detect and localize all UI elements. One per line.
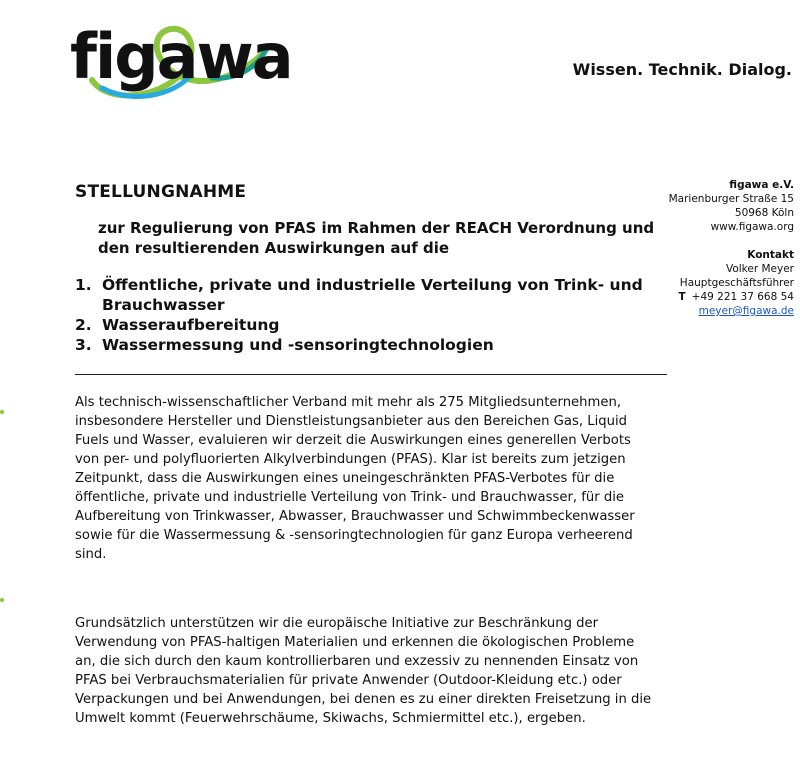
tagline: Wissen. Technik. Dialog. (572, 60, 792, 79)
topic-number: 2. (75, 316, 92, 334)
org-website[interactable]: www.figawa.org (710, 221, 794, 233)
figawa-logo (62, 18, 292, 100)
contact-name: Volker Meyer (725, 263, 794, 275)
topic-number: 1. (75, 276, 92, 294)
org-name: figawa e.V. (729, 179, 794, 191)
body-paragraph: Als technisch-wissenschaftlicher Verband mit mehr als 275 Mitgliedsunternehmen, insbesondere Hersteller und Dienstleistungsanbieter aus den Bereichen Gas, Liquid Fuels und Wasser, evaluieren wir derzeit die Auswirkungen eines generellen Verbots von per- und polyfluorierten Alkylverbindungen (PFAS). Klar ist bereits zum jetzigen Zeitpunkt, dass die Auswirkungen eines uneingeschränkten PFAS-Verbotes für die öffentliche, private und industrielle Verteilung von Trink- und Brauchwasser, für die Aufbereitung von Trinkwasser, Abwasser, Brauchwasser und Schwimmbeckenwasser sowie für die Wassermessung & -sensoringtechnologien für ganz Europa verheerend sind. (75, 395, 635, 562)
topic-list (75, 275, 665, 355)
topic-item (75, 275, 665, 315)
logo-wordmark: figawa (70, 20, 292, 93)
contact-label: Kontakt (747, 249, 794, 261)
contact-phone: +49 221 37 668 54 (691, 291, 794, 303)
document-subtitle: zur Regulierung von PFAS im Rahmen der REACH Verordnung und den resultierenden Auswirkungen auf die (98, 219, 655, 257)
document-title: STELLUNGNAHME (75, 182, 247, 202)
contact-role: Hauptgeschäftsführer (679, 277, 794, 289)
topic-number: 3. (75, 336, 92, 354)
divider (75, 374, 667, 375)
topic-text: Öffentliche, private und industrielle Verteilung von Trink- und Brauchwasser (102, 276, 643, 314)
contact-email-link[interactable]: meyer@figawa.de (698, 305, 794, 317)
topic-text: Wassermessung und -sensoringtechnologien (102, 336, 494, 354)
topic-item (75, 335, 665, 355)
org-city: 50968 Köln (734, 207, 794, 219)
phone-label: T (678, 291, 686, 303)
contact-phone-line (644, 290, 794, 304)
org-street: Marienburger Straße 15 (668, 193, 794, 205)
spacer (644, 234, 794, 248)
topic-text: Wasseraufbereitung (102, 316, 280, 334)
margin-mark (0, 410, 4, 414)
topic-item (75, 315, 665, 335)
contact-sidebar (644, 178, 794, 318)
body-paragraph: Grundsätzlich unterstützen wir die europäische Initiative zur Beschränkung der Verwendung von PFAS-haltigen Materialien und erkennen die ökologischen Probleme an, die sich durch den kaum kontrollierbaren und exzessiv zu nennenden Einsatz von PFAS bei Verbrauchsmaterialien für private Anwender (Outdoor-Kleidung etc.) oder Verpackungen und bei Anwendungen, bei denen es zu einer direkten Freisetzung in die Umwelt kommt (Feuerwehrschäume, Skiwachs, Schmiermittel etc.), ergeben. (75, 616, 652, 726)
margin-mark (0, 598, 4, 602)
